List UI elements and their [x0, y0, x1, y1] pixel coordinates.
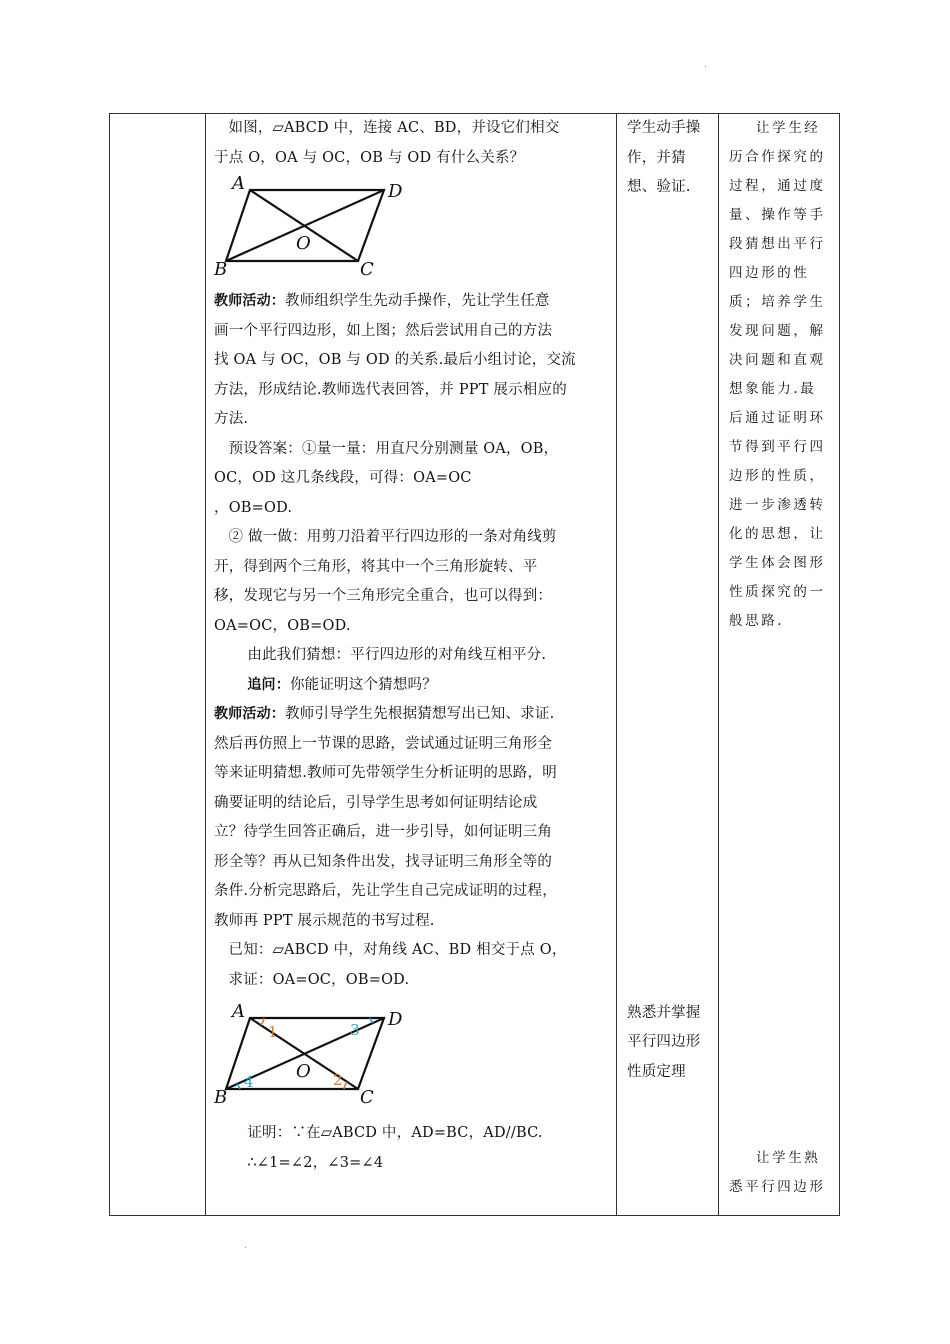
- method-two-line: 移，发现它与另一个三角形完全重合，也可以得到：: [214, 588, 553, 604]
- vertex-label-c: C: [360, 1087, 374, 1108]
- angle-label-2: 2: [333, 1071, 343, 1089]
- teaching-process-column: [206, 114, 616, 1215]
- footer-mark: ·: [244, 1243, 248, 1254]
- text-line: 条件.分析完思路后，先让学生自己完成证明的过程，: [214, 883, 557, 899]
- text-line: 找 OA 与 OC，OB 与 OD 的关系.最后小组讨论，交流: [214, 352, 576, 368]
- followup-label: 追问：: [247, 676, 290, 693]
- teacher-activity-label: 教师活动：: [214, 293, 285, 309]
- vertex-label-a: A: [232, 175, 245, 194]
- intro-line: 如图，▱ABCD 中，连接 AC、BD，并设它们相交: [228, 120, 560, 136]
- header-mark: ·: [704, 62, 708, 73]
- given-statement: 已知：▱ABCD 中，对角线 AC、BD 相交于点 O，: [228, 942, 567, 958]
- teacher-activity-paragraph: 教师活动：教师组织学生先动手操作，先让学生任意: [214, 293, 550, 309]
- text-line: 画一个平行四边形，如上图；然后尝试用自己的方法: [214, 322, 553, 339]
- angle-label-4: 4: [244, 1073, 254, 1091]
- design-intent-2: 让学生熟悉平行四边形: [729, 1150, 826, 1195]
- center-label-o: O: [296, 1061, 311, 1082]
- angle-label-1: 1: [268, 1023, 278, 1041]
- conjecture-line: 由此我们猜想：平行四边形的对角线互相平分.: [247, 647, 547, 663]
- text-line: 形全等？再从已知条件出发，找寻证明三角形全等的: [214, 853, 553, 870]
- proof-line: 证明：∵在▱ABCD 中，AD=BC，AD//BC.: [247, 1125, 543, 1141]
- lesson-table: [109, 113, 840, 1216]
- preset-answer-line: ，OB=OD.: [214, 499, 293, 516]
- student-activity-column: [617, 114, 719, 1215]
- teacher-activity-label: 教师活动：: [214, 706, 285, 722]
- vertex-label-b: B: [214, 1087, 228, 1108]
- text-line: 等来证明猜想.教师可先带领学生分析证明的思路，明: [214, 765, 557, 781]
- text-line: 教师再 PPT 展示规范的书写过程.: [214, 912, 435, 929]
- center-label-o: O: [296, 233, 311, 254]
- preset-answer-line: OC，OD 这几条线段，可得：OA=OC: [214, 470, 472, 486]
- vertex-label-d: D: [388, 181, 403, 202]
- proof-figure: [214, 1003, 414, 1115]
- design-intent-column: [720, 114, 840, 1215]
- text-line: 方法.: [214, 411, 249, 427]
- angle-label-3: 3: [350, 1021, 360, 1039]
- preset-answer-line: 预设答案：①量一量：用直尺分别测量 OA，OB，: [228, 440, 559, 457]
- text-line: 确要证明的结论后，引导学生思考如何证明结论成: [214, 794, 538, 811]
- followup-question: 追问：你能证明这个猜想吗？: [247, 676, 437, 693]
- prove-statement: 求证：OA=OC，OB=OD.: [228, 971, 410, 988]
- text-line: 然后再仿照上一节课的思路，尝试通过证明三角形全: [214, 735, 553, 752]
- teacher-activity-paragraph: 教师活动：教师引导学生先根据猜想写出已知、求证.: [214, 706, 555, 722]
- text-line: 方法，形成结论.教师选代表回答，并 PPT 展示相应的: [214, 381, 567, 398]
- intro-line: 于点 O，OA 与 OC，OB 与 OD 有什么关系？: [214, 149, 525, 166]
- vertex-label-b: B: [214, 259, 228, 280]
- vertex-label-d: D: [388, 1009, 403, 1030]
- text-line: 立？待学生回答正确后，进一步引导，如何证明三角: [214, 824, 553, 840]
- design-intent-1: 让学生经历合作探究的过程，通过度量、操作等手段猜想出平行四边形的性质；培养学生发现问题，解决问题和直观想象能力.最后通过证明环节得到平行四边形的性质，进一步渗透转化的思想，让学生体会图形性质探究的一般思路.: [729, 120, 826, 629]
- student-activity-2: 熟悉并掌握平行四边形性质定理: [627, 1004, 701, 1080]
- method-two-line: ② 做一做：用剪刀沿着平行四边形的一条对角线剪: [228, 529, 557, 545]
- parallelogram-figure: [214, 175, 414, 287]
- vertex-label-c: C: [360, 259, 374, 280]
- method-two-line: OA=OC，OB=OD.: [214, 617, 351, 634]
- proof-line: ∴∠1=∠2，∠3=∠4: [247, 1154, 384, 1171]
- vertex-label-a: A: [232, 1003, 245, 1022]
- method-two-line: 开，得到两个三角形，将其中一个三角形旋转、平: [214, 558, 538, 575]
- student-activity-1: 学生动手操作，并猜想、验证.: [627, 120, 701, 195]
